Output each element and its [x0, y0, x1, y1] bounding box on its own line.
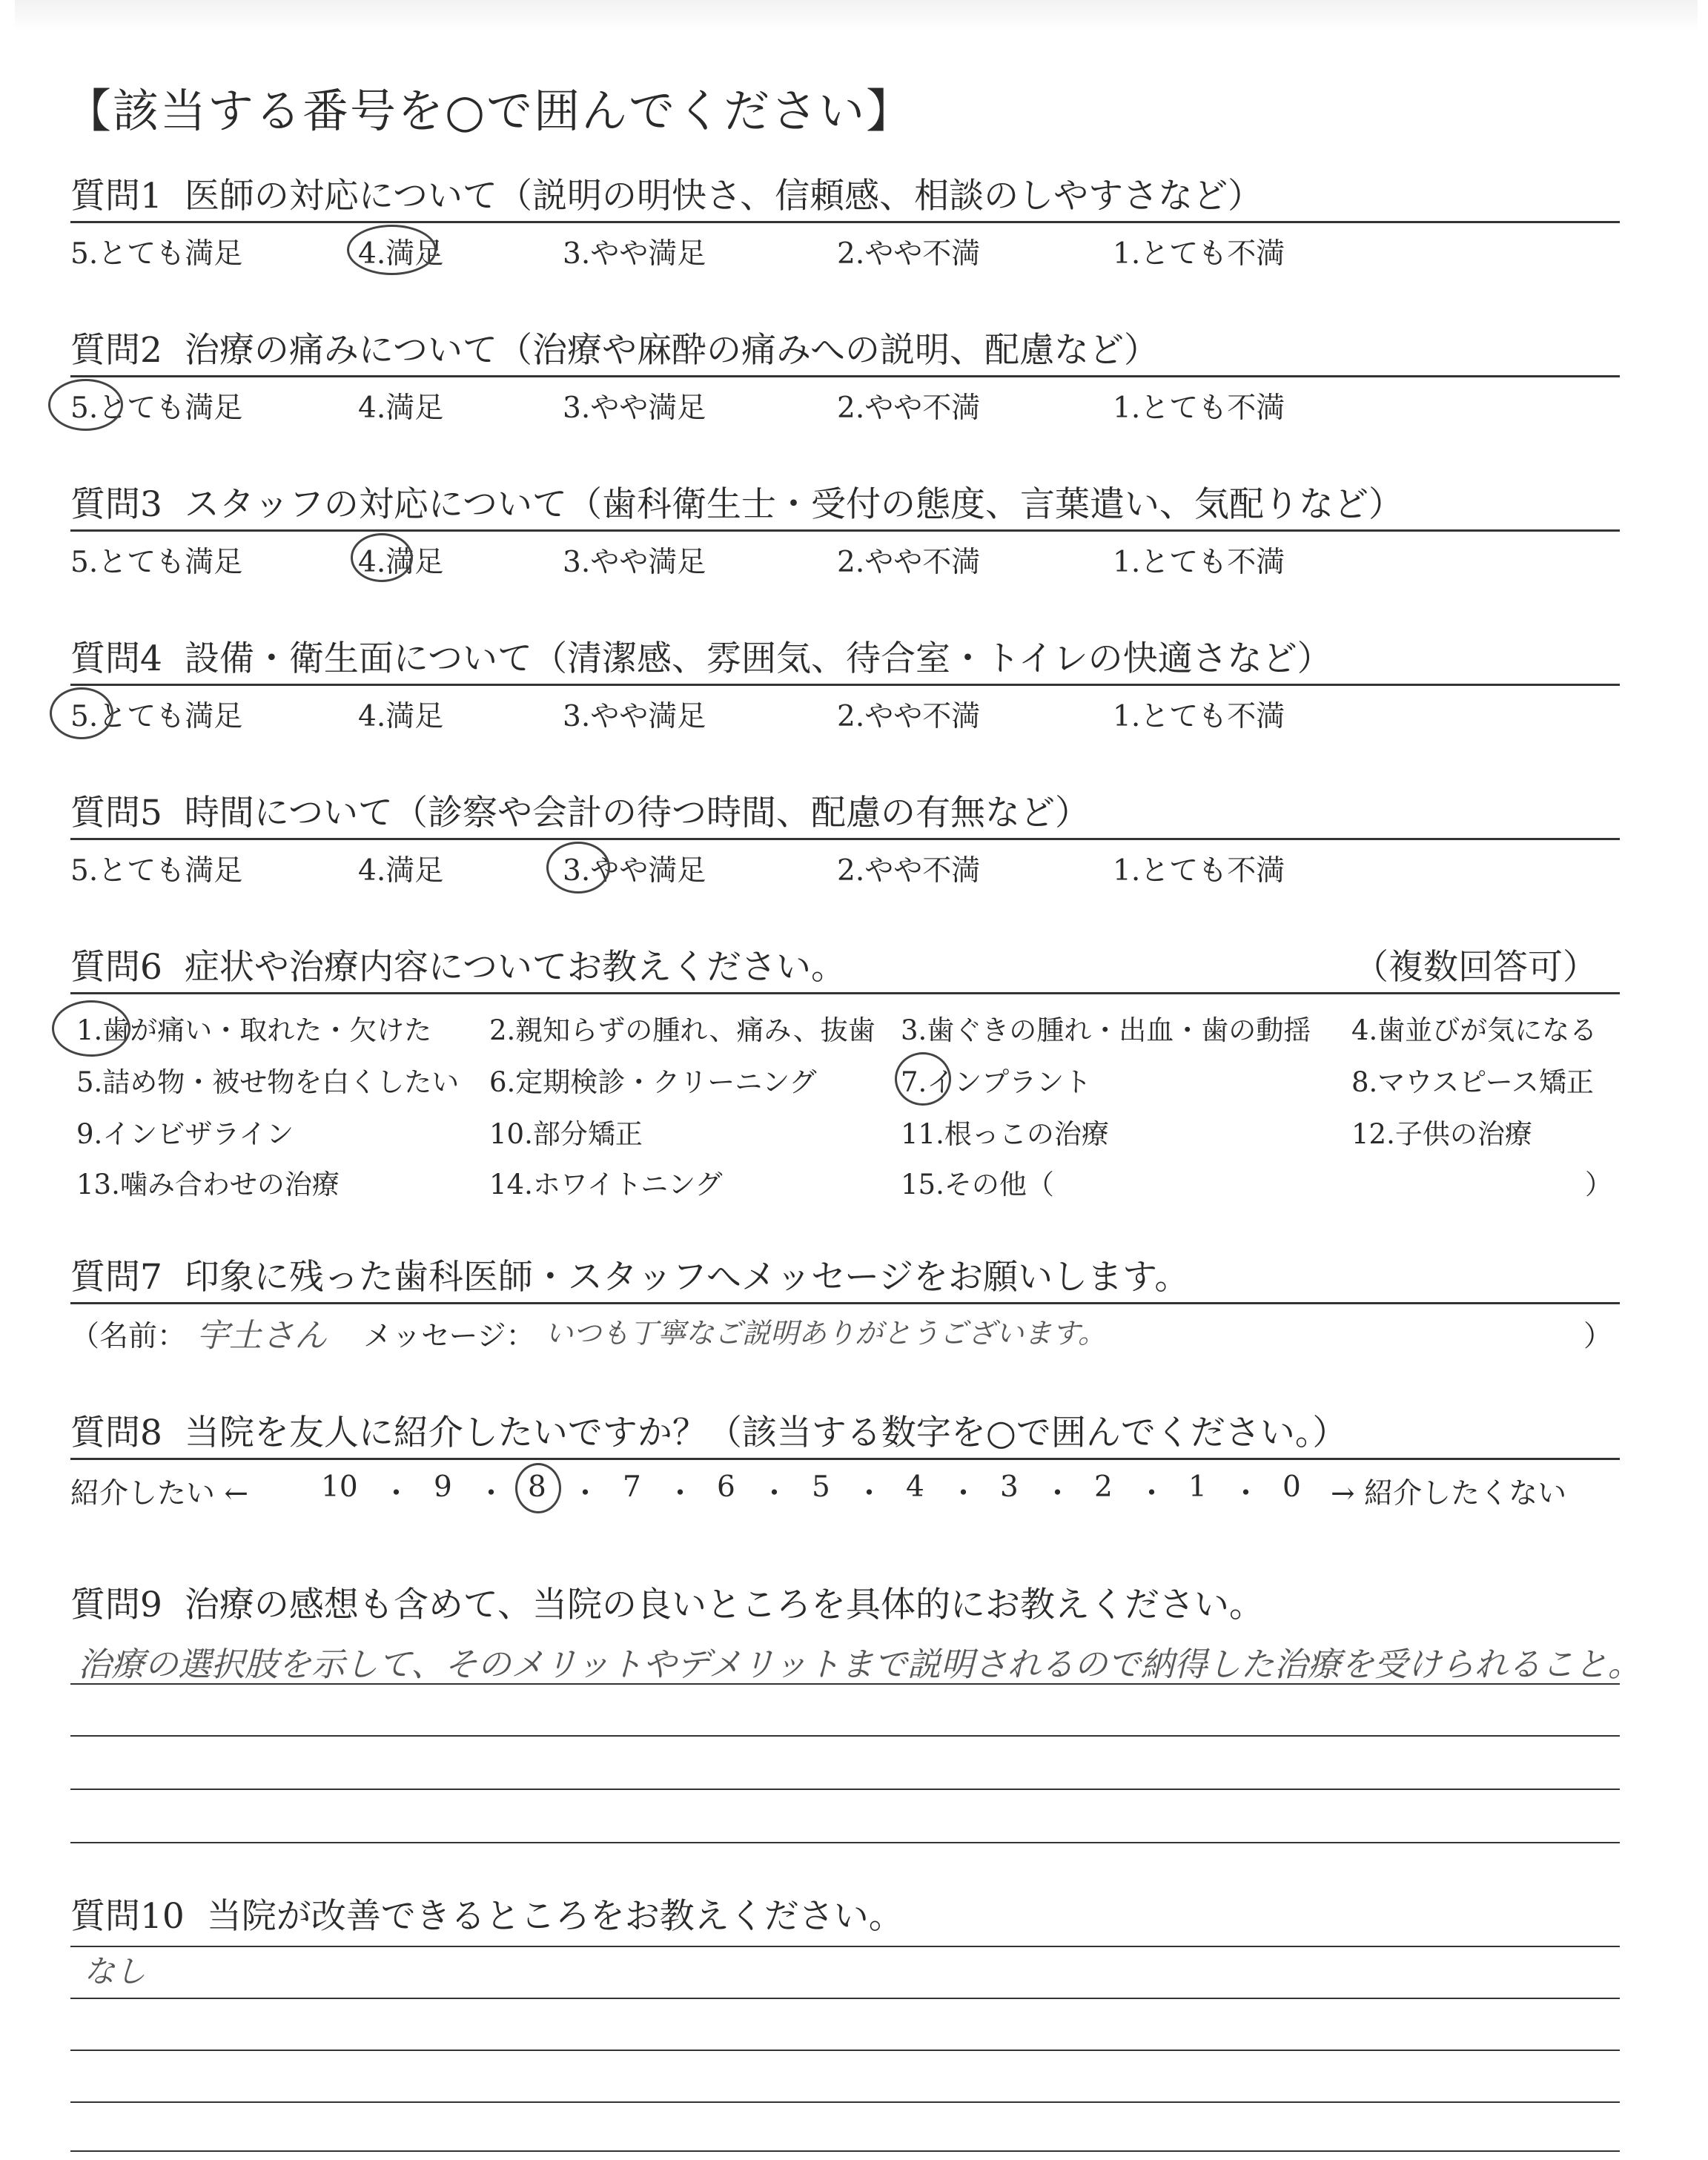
rating-option-1[interactable]: 1.とても不満 [1113, 237, 1285, 271]
rating-option-3[interactable]: 3.やや満足 [563, 237, 706, 271]
question-title: 治療の痛みについて（治療や麻酔の痛みへの説明、配慮など） [184, 330, 1159, 371]
rating-options [70, 840, 1620, 888]
symptom-option-11[interactable]: 11.根っこの治療 [901, 1118, 1109, 1150]
symptom-options [70, 994, 1620, 1202]
symptom-option-12[interactable]: 12.子供の治療 [1351, 1118, 1532, 1150]
symptom-option-6[interactable]: 6.定期検診・クリーニング [489, 1066, 817, 1098]
question-6 [70, 943, 1620, 1202]
rating-option-5[interactable]: 5.とても満足 [70, 392, 243, 425]
question-number: 質問7 [70, 1257, 162, 1298]
symptom-option-14[interactable]: 14.ホワイトニング [489, 1169, 723, 1200]
rating-option-3[interactable]: 3.やや満足 [563, 546, 706, 579]
symptom-option-5[interactable]: 5.詰め物・被せ物を白くしたい [76, 1066, 460, 1098]
rating-option-5[interactable]: 5.とても満足 [70, 546, 243, 579]
question-3 [70, 480, 1620, 579]
selection-circle [50, 687, 113, 739]
rating-option-2[interactable]: 2.やや不満 [837, 392, 981, 425]
symptom-option-15[interactable]: 15.その他（ [901, 1169, 1054, 1200]
question-2 [70, 326, 1620, 425]
question-number: 質問9 [70, 1585, 162, 1625]
scale-1[interactable]: 1 [1188, 1470, 1207, 1504]
rating-option-1[interactable]: 1.とても不満 [1113, 700, 1285, 733]
selection-circle [347, 225, 437, 275]
question-number: 質問3 [70, 484, 162, 525]
scale-right-label: → 紹介したくない [1331, 1477, 1567, 1510]
rating-option-2[interactable]: 2.やや不満 [837, 854, 981, 888]
question-title: 症状や治療内容についてお教えください。 [184, 947, 846, 988]
scan-top-band [15, 0, 1698, 31]
question-title: 当院が改善できるところをお教えください。 [206, 1896, 904, 1937]
rating-option-2[interactable]: 2.やや不満 [837, 546, 981, 579]
rating-option-3[interactable]: 3.やや満足 [563, 700, 706, 733]
question-title: 印象に残った歯科医師・スタッフへメッセージをお願いします。 [184, 1257, 1190, 1298]
answer-line [70, 2101, 1620, 2103]
question-title: 時間について（診察や会計の待つ時間、配慮の有無など） [184, 793, 1090, 833]
question-number: 質問4 [70, 638, 162, 679]
question-10 [70, 1892, 1620, 1993]
rating-option-1[interactable]: 1.とても不満 [1113, 392, 1285, 425]
symptom-option-3[interactable]: 3.歯ぐきの腫れ・出血・歯の動揺 [901, 1014, 1311, 1046]
answer-line [70, 1735, 1620, 1737]
rating-option-1[interactable]: 1.とても不満 [1113, 854, 1285, 888]
rating-option-5[interactable]: 5.とても満足 [70, 700, 243, 733]
answer-line [70, 2050, 1620, 2051]
scale-2[interactable]: 2 [1094, 1470, 1113, 1504]
question-9 [70, 1581, 1641, 1684]
name-label: （名前： [70, 1320, 187, 1353]
symptom-option-13[interactable]: 13.噛み合わせの治療 [76, 1169, 340, 1200]
answer-line [70, 1998, 1620, 1999]
rating-option-4[interactable]: 4.満足 [358, 392, 444, 425]
rating-option-4[interactable]: 4.満足 [358, 854, 444, 888]
symptom-option-7[interactable]: 7.インプラント [901, 1066, 1092, 1098]
question-number: 質問1 [70, 176, 162, 217]
rating-option-4[interactable]: 4.満足 [358, 237, 444, 271]
question-number: 質問8 [70, 1413, 162, 1453]
question-1 [70, 172, 1620, 271]
scale-3[interactable]: 3 [1000, 1470, 1019, 1504]
answer-line [70, 1946, 1620, 1947]
question-7 [70, 1253, 1620, 1353]
question-4 [70, 635, 1620, 733]
selection-circle [515, 1463, 561, 1513]
message-label: メッセージ： [363, 1320, 535, 1353]
question-title: 当院を友人に紹介したいですか？（該当する数字を○で囲んでください。） [184, 1413, 1348, 1453]
scale-10[interactable]: 10 [321, 1470, 358, 1504]
selection-circle [546, 842, 610, 894]
symptom-option-2[interactable]: 2.親知らずの腫れ、痛み、抜歯 [489, 1014, 875, 1046]
question-number: 質問6 [70, 947, 162, 988]
rating-option-3[interactable]: 3.やや満足 [563, 854, 706, 888]
other-close-paren: ） [1585, 1169, 1612, 1200]
answer-line [70, 1789, 1620, 1790]
rating-option-2[interactable]: 2.やや不満 [837, 237, 981, 271]
improvement-answer[interactable]: なし [84, 1953, 147, 1989]
question-number: 質問5 [70, 793, 162, 833]
symptom-option-4[interactable]: 4.歯並びが気になる [1351, 1014, 1598, 1046]
name-value[interactable]: 宇土さん [196, 1317, 327, 1355]
symptom-option-1[interactable]: 1.歯が痛い・取れた・欠けた [76, 1014, 432, 1046]
answer-line [70, 2150, 1620, 2152]
rating-option-4[interactable]: 4.満足 [358, 700, 444, 733]
question-number: 質問2 [70, 330, 162, 371]
scale-7[interactable]: 7 [623, 1470, 641, 1504]
symptom-option-8[interactable]: 8.マウスピース矯正 [1351, 1066, 1594, 1098]
rating-options [70, 377, 1620, 425]
rating-option-4[interactable]: 4.満足 [358, 546, 444, 579]
question-title: 医師の対応について（説明の明快さ、信頼感、相談のしやすさなど） [184, 176, 1263, 217]
rating-options [70, 686, 1620, 733]
message-close-paren: ） [1583, 1320, 1612, 1353]
scale-8[interactable]: 8 [528, 1470, 546, 1504]
rating-option-1[interactable]: 1.とても不満 [1113, 546, 1285, 579]
rating-options [70, 532, 1620, 579]
symptom-option-9[interactable]: 9.インビザライン [76, 1118, 294, 1150]
question-title: スタッフの対応について（歯科衛生士・受付の態度、言葉遣い、気配りなど） [184, 484, 1403, 525]
selection-circle [351, 533, 413, 582]
message-line [70, 1304, 1620, 1353]
form-header: 【該当する番号を○で囲んでください】 [65, 84, 914, 138]
selection-circle [48, 379, 123, 431]
question-8 [70, 1409, 1620, 1512]
scale-0[interactable]: 0 [1282, 1470, 1301, 1504]
scale-9[interactable]: 9 [434, 1470, 452, 1504]
good-points-answer[interactable]: 治療の選択肢を示して、そのメリットやデメリットまで説明されるので納得した治療を受けられること。 [78, 1645, 1641, 1684]
selection-circle [895, 1052, 951, 1106]
rating-option-2[interactable]: 2.やや不満 [837, 700, 981, 733]
question-title: 設備・衛生面について（清潔感、雰囲気、待合室・トイレの快適さなど） [184, 638, 1332, 679]
scale-4[interactable]: 4 [906, 1470, 924, 1504]
multiple-answer-note: （複数回答可） [1354, 947, 1598, 988]
answer-line [70, 1842, 1620, 1843]
answer-line [70, 1683, 1620, 1685]
symptom-option-10[interactable]: 10.部分矯正 [489, 1118, 643, 1150]
scale-left-label: 紹介したい ← [70, 1477, 249, 1510]
recommend-scale: 紹介したい ← 10 ・ 9 ・ 8 ・ 7 ・ 6 ・ 5 ・ 4 ・ 3 ・ 2 ・ 1 ・ 0 → 紹介したくない [70, 1460, 1620, 1512]
scale-5[interactable]: 5 [812, 1470, 830, 1504]
rating-option-3[interactable]: 3.やや満足 [563, 392, 706, 425]
rating-options [70, 223, 1620, 271]
question-title: 治療の感想も含めて、当院の良いところを具体的にお教えください。 [184, 1585, 1264, 1625]
rating-option-5[interactable]: 5.とても満足 [70, 237, 243, 271]
question-number: 質問10 [70, 1896, 185, 1937]
scale-6[interactable]: 6 [717, 1470, 735, 1504]
question-5 [70, 789, 1620, 888]
message-value[interactable]: いつも丁寧なご説明ありがとうございます。 [545, 1317, 1106, 1350]
rating-option-5[interactable]: 5.とても満足 [70, 854, 243, 888]
selection-circle [52, 1000, 130, 1057]
